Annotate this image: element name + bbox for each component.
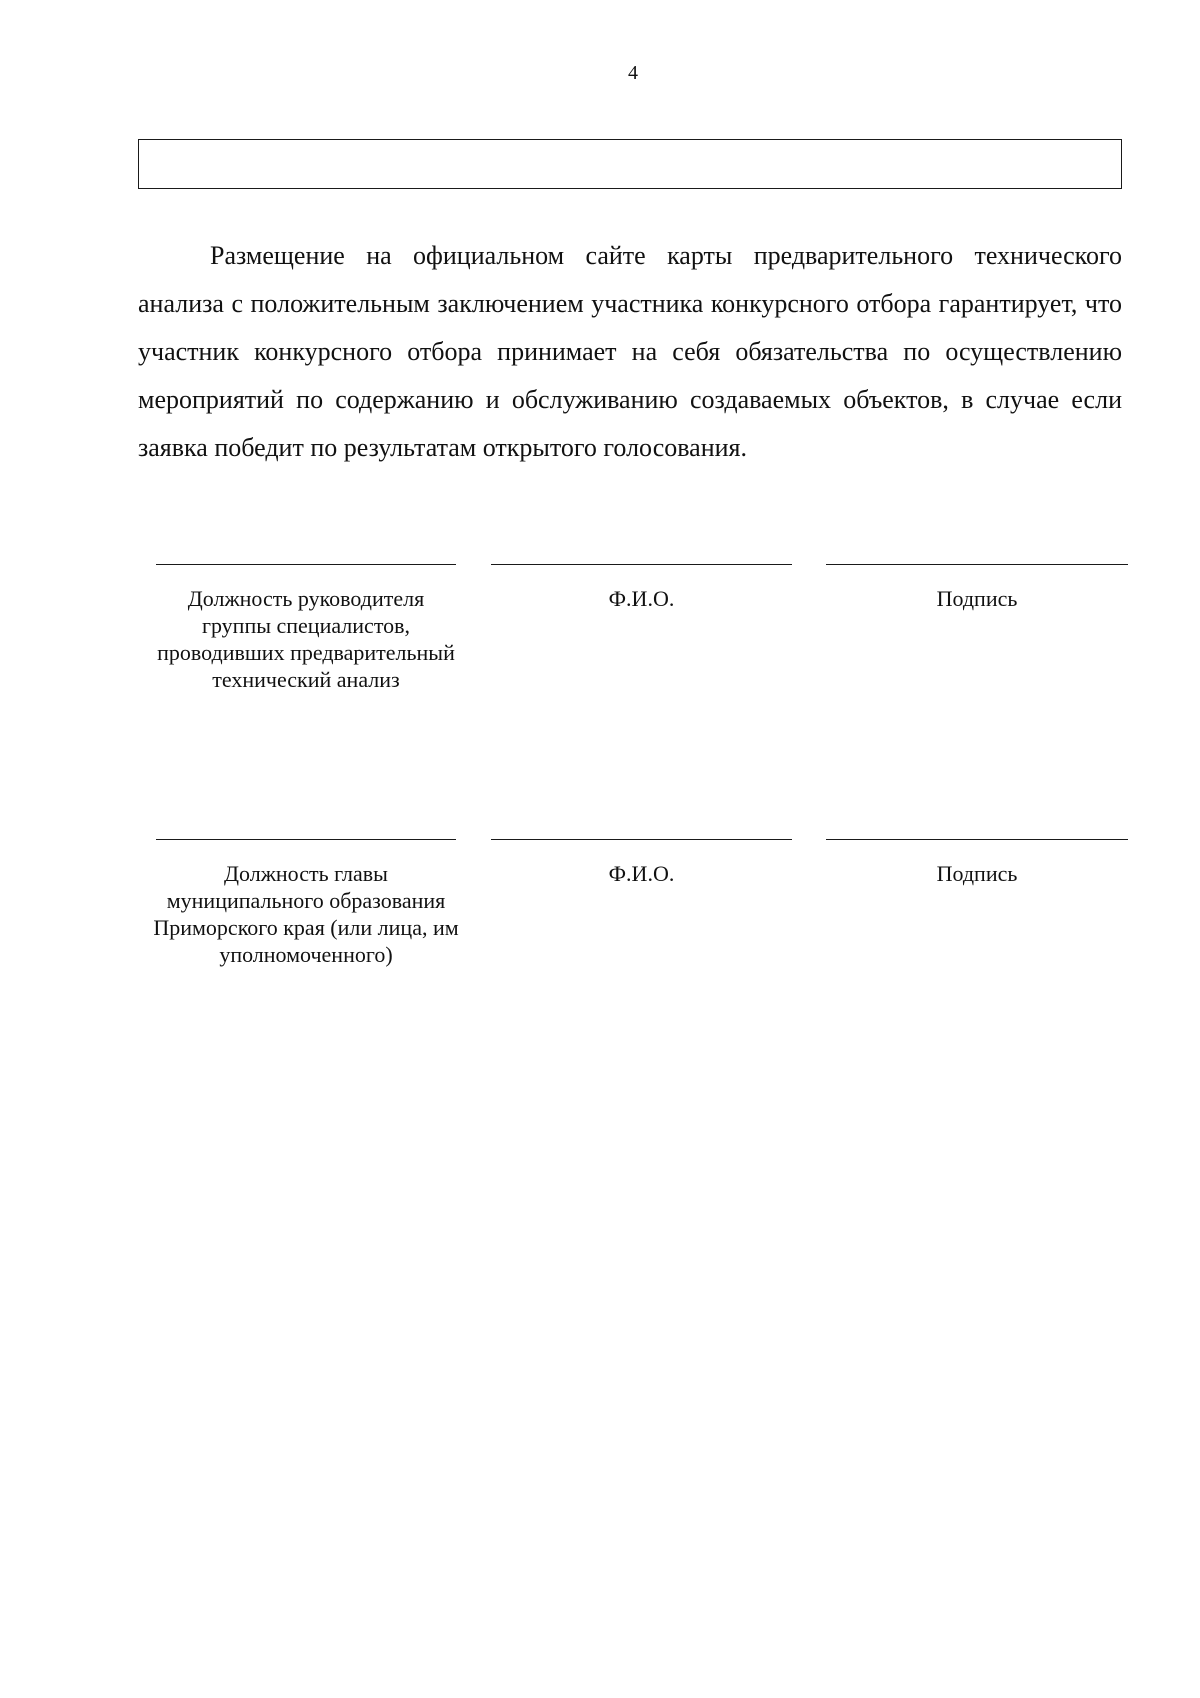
name-line [491,564,792,565]
name-line [491,839,792,840]
body-paragraph: Размещение на официальном сайте карты предварительного технического анализа с положительным заключением участника конкурсного отбора гарантирует, что участник конкурсного отбора принимает на себя обязательства по осуществлению мероприятий по содержанию и обслуживанию создаваемых объектов, в случае если заявка победит по результатам открытого голосования. [138,241,1122,462]
empty-table-cell [138,139,1122,189]
position-caption: Должность главы муниципального образования Приморского края (или лица, им уполномоченного) [153,861,459,967]
position-line [156,839,456,840]
position-line [156,564,456,565]
signature-caption: Подпись [936,861,1018,886]
page-number: 4 [628,62,638,84]
signature-line [826,839,1128,840]
signature-line [826,564,1128,565]
position-caption: Должность руководителя группы специалистов, проводивших предварительный технический анализ [157,586,455,692]
name-caption: Ф.И.О. [608,861,675,886]
signature-caption: Подпись [936,586,1018,611]
name-caption: Ф.И.О. [608,586,675,611]
